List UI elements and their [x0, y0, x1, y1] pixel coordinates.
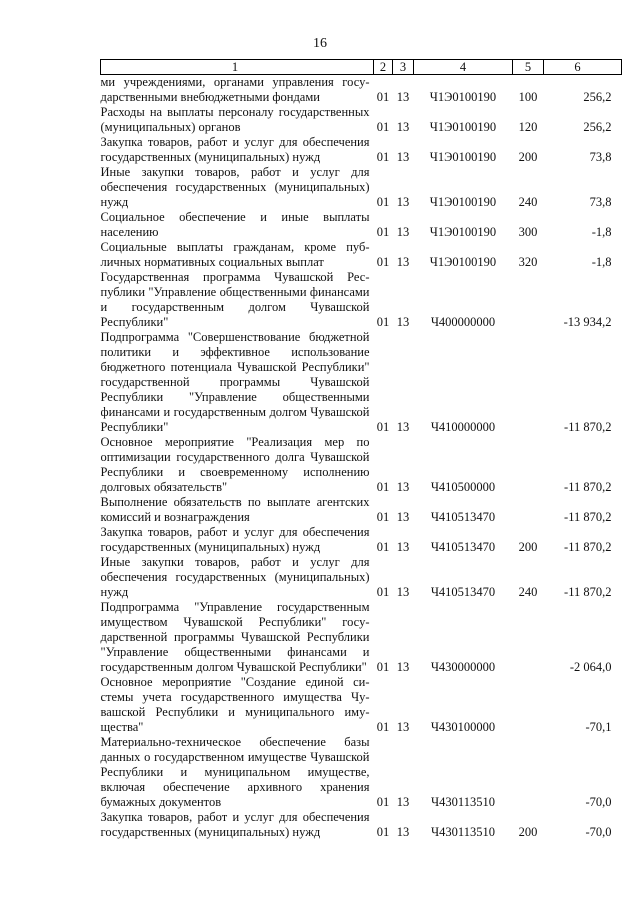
row-expense-type: 120 [518, 120, 538, 134]
row-section: 01 [376, 585, 390, 599]
row-expense-type: 240 [518, 585, 538, 599]
row-amount: -11 870,2 [564, 540, 612, 554]
table-row [101, 240, 622, 270]
row-target-article: Ч430113510 [431, 795, 495, 809]
row-name: Подпрограмма "Управление государственным имуществом Чувашской Республики" государственной программы Чувашской Республики "Управление общественными финансами и государственным долгом Чувашской Республики" [100, 600, 370, 674]
table-header [101, 60, 622, 75]
row-subsection: 13 [396, 90, 410, 104]
row-expense-type: 200 [518, 825, 538, 839]
row-amount: 256,2 [583, 120, 612, 134]
table-row [101, 435, 622, 495]
row-expense-type: 100 [518, 90, 538, 104]
table-row [101, 330, 622, 435]
row-expense-type: 300 [518, 225, 538, 239]
row-expense-type [513, 600, 544, 675]
row-name: Социальное обеспечение и иные выплаты населению [100, 210, 370, 239]
row-subsection: 13 [396, 795, 410, 809]
row-subsection: 13 [396, 720, 410, 734]
row-amount: -11 870,2 [564, 480, 612, 494]
row-expense-type [513, 270, 544, 330]
row-subsection: 13 [396, 150, 410, 164]
table-row [101, 165, 622, 210]
row-name: Материально-техническое обеспечение базы данных о государственном имуществе Чувашской Республики и муниципальном имуществе, включая обеспечение архивного хранения бумажных документов [100, 735, 370, 809]
row-subsection: 13 [396, 510, 410, 524]
row-section: 01 [376, 255, 390, 269]
row-amount: 73,8 [589, 150, 612, 164]
row-target-article: Ч410513470 [430, 540, 496, 554]
row-section: 01 [376, 660, 390, 674]
row-section: 01 [376, 150, 390, 164]
row-amount: -11 870,2 [564, 585, 612, 599]
row-target-article: Ч400000000 [430, 315, 496, 329]
row-section: 01 [376, 315, 390, 329]
row-target-article: Ч1Э0100190 [429, 255, 497, 269]
row-amount: 256,2 [583, 90, 612, 104]
row-name: Расходы на выплаты персоналу государственных (муниципальных) органов [100, 105, 370, 134]
row-name: Закупка товаров, работ и услуг для обеспечения государственных (муниципальных) нужд [100, 525, 370, 554]
row-target-article: Ч430100000 [430, 720, 496, 734]
table-row [101, 135, 622, 165]
row-name: Подпрограмма "Совершенствование бюджетной политики и эффективное использование бюджетного потенциала Чувашской Республики" государственной программы Чувашской Республики "Управление общественными финансами и государственным долгом Чувашской Республики" [100, 330, 370, 434]
table-row [101, 270, 622, 330]
row-target-article: Ч430113510 [431, 825, 495, 839]
row-section: 01 [376, 825, 390, 839]
row-subsection: 13 [396, 120, 410, 134]
row-name: Основное мероприятие "Создание единой системы учета государственного имущества Чувашской Республики и муниципального имущества" [100, 675, 370, 734]
table-row [101, 495, 622, 525]
table-row [101, 675, 622, 735]
row-amount: 73,8 [589, 195, 612, 209]
table-row [101, 600, 622, 675]
row-expense-type: 320 [518, 255, 538, 269]
row-name: Основное мероприятие "Реализация мер по оптимизации государственного долга Чувашской Республики и своевременному исполнению долговых обязательств" [100, 435, 370, 494]
row-section: 01 [376, 420, 390, 434]
row-section: 01 [376, 510, 390, 524]
row-name: Социальные выплаты гражданам, кроме публичных нормативных социальных выплат [100, 240, 370, 269]
row-section: 01 [376, 720, 390, 734]
row-amount: -13 934,2 [563, 315, 612, 329]
header-col-5: 5 [513, 60, 544, 75]
row-section: 01 [376, 195, 390, 209]
row-name: Закупка товаров, работ и услуг для обеспечения государственных (муниципальных) нужд [100, 810, 370, 839]
row-amount: -1,8 [591, 225, 612, 239]
row-subsection: 13 [396, 315, 410, 329]
row-subsection: 13 [396, 225, 410, 239]
row-target-article: Ч410000000 [430, 420, 496, 434]
header-col-4: 4 [414, 60, 513, 75]
row-amount: -1,8 [591, 255, 612, 269]
table-row [101, 75, 622, 106]
row-amount: -70,1 [585, 720, 612, 734]
row-section: 01 [376, 225, 390, 239]
header-col-1: 1 [101, 60, 374, 75]
row-section: 01 [376, 480, 390, 494]
row-expense-type [513, 435, 544, 495]
row-expense-type [513, 495, 544, 525]
table-row [101, 105, 622, 135]
row-name: Закупка товаров, работ и услуг для обеспечения государственных (муниципальных) нужд [100, 135, 370, 164]
row-target-article: Ч1Э0100190 [429, 195, 497, 209]
row-subsection: 13 [396, 585, 410, 599]
row-section: 01 [376, 795, 390, 809]
row-section: 01 [376, 120, 390, 134]
row-target-article: Ч410513470 [430, 585, 496, 599]
row-section: 01 [376, 540, 390, 554]
row-target-article: Ч430000000 [430, 660, 496, 674]
row-target-article: Ч410500000 [430, 480, 496, 494]
row-amount: -70,0 [585, 825, 612, 839]
row-amount: -70,0 [585, 795, 612, 809]
row-target-article: Ч410513470 [430, 510, 496, 524]
header-col-3: 3 [393, 60, 414, 75]
row-target-article: Ч1Э0100190 [429, 225, 497, 239]
row-subsection: 13 [396, 480, 410, 494]
row-name: Государственная программа Чувашской Республики "Управление общественными финансами и государственным долгом Чувашской Республики" [100, 270, 370, 329]
table-row [101, 810, 622, 840]
row-expense-type [513, 675, 544, 735]
row-expense-type: 240 [518, 195, 538, 209]
row-subsection: 13 [396, 195, 410, 209]
row-target-article: Ч1Э0100190 [429, 150, 497, 164]
row-target-article: Ч1Э0100190 [429, 120, 497, 134]
row-amount: -11 870,2 [564, 420, 612, 434]
budget-table [100, 59, 622, 840]
row-subsection: 13 [396, 825, 410, 839]
row-name: Иные закупки товаров, работ и услуг для обеспечения государственных (муниципальных) нужд [100, 555, 370, 599]
page-number: 16 [313, 36, 327, 51]
row-amount: -11 870,2 [564, 510, 612, 524]
row-name: Выполнение обязательств по выплате агентских комиссий и вознаграждения [100, 495, 370, 524]
row-subsection: 13 [396, 660, 410, 674]
row-name: Иные закупки товаров, работ и услуг для обеспечения государственных (муниципальных) нужд [100, 165, 370, 209]
table-row [101, 525, 622, 555]
row-expense-type: 200 [518, 150, 538, 164]
table-row [101, 735, 622, 810]
table-row [101, 555, 622, 600]
row-expense-type [513, 330, 544, 435]
row-subsection: 13 [396, 540, 410, 554]
header-col-2: 2 [374, 60, 393, 75]
row-section: 01 [376, 90, 390, 104]
header-col-6: 6 [544, 60, 622, 75]
row-subsection: 13 [396, 255, 410, 269]
row-target-article: Ч1Э0100190 [429, 90, 497, 104]
row-amount: -2 064,0 [569, 660, 612, 674]
row-expense-type [513, 735, 544, 810]
row-name: ми учреждениями, органами управления государственными внебюджетными фондами [100, 75, 370, 104]
table-body [101, 75, 622, 841]
row-subsection: 13 [396, 420, 410, 434]
row-expense-type: 200 [518, 540, 538, 554]
table-row [101, 210, 622, 240]
